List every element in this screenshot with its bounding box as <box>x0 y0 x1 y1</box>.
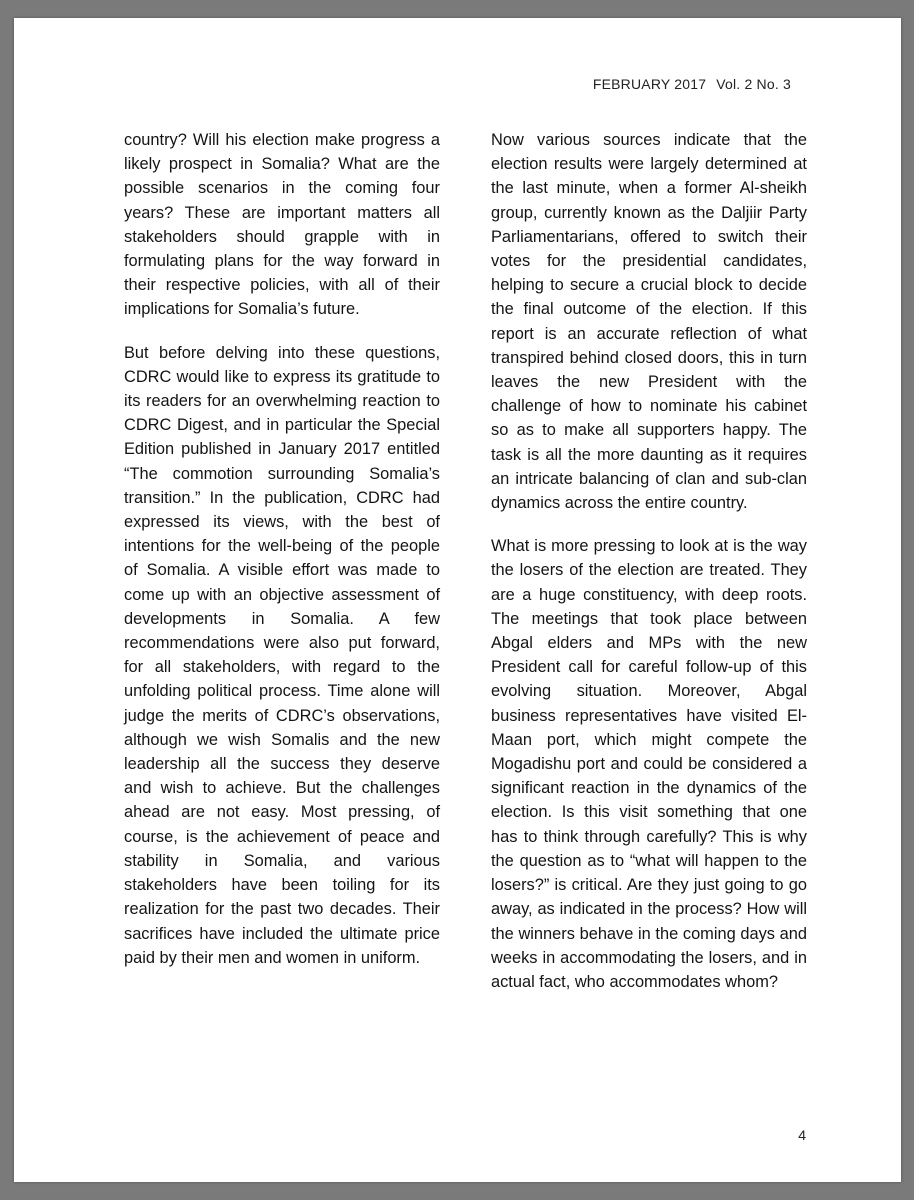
paragraph: What is more pressing to look at is the way the losers of the election are treated. They are a huge constituency, with deep roots. The meetings that took place between Abgal elders and MPs with the new President call for careful follow-up of this evolving situation. Moreover, Abgal business representatives have visited El-Maan port, which might compete the Mogadishu port and could be considered a significant reaction in the dynamics of the election. Is this visit something that one has to think through carefully? This is why the question as to “what will happen to the losers?” is critical. Are they just going to go away, as indicated in the process? How will the winners behave in the coming days and weeks in accommodating the losers, and in actual fact, who accommodates whom? <box>491 537 807 991</box>
issue-volume: Vol. 2 No. 3 <box>716 76 791 92</box>
issue-header <box>593 76 791 92</box>
paragraph: country? Will his election make progress a likely prospect in Somalia? What are the possible scenarios in the coming four years? These are important matters all stakeholders should grapple with in formulating plans for the way forward in their respective policies, with all of their implications for Somalia’s future. <box>124 131 440 319</box>
document-page <box>14 18 901 1182</box>
left-column <box>124 128 440 989</box>
right-column <box>491 128 807 1013</box>
paragraph: But before delving into these questions, CDRC would like to express its gratitude to its readers for an overwhelming reaction to CDRC Digest, and in particular the Special Edition published in January 2017 entitled “The commotion surrounding Somalia’s transition.” In the publication, CDRC had expressed its views, with the best of intentions for the well-being of the people of Somalia. A visible effort was made to come up with an objective assessment of developments in Somalia. A few recommendations were also put forward, for all stakeholders, with regard to the unfolding political process. Time alone will judge the merits of CDRC’s observations, although we wish Somalis and the new leadership all the success they deserve and wish to achieve. But the challenges ahead are not easy. Most pressing, of course, is the achievement of peace and stability in Somalia, and various stakeholders have been toiling for its realization for the past two decades. Their sacrifices have included the ultimate price paid by their men and women in uniform. <box>124 343 440 967</box>
page-number: 4 <box>798 1127 806 1143</box>
issue-date: FEBRUARY 2017 <box>592 76 707 92</box>
paragraph: Now various sources indicate that the election results were largely determined at the last minute, when a former Al-sheikh group, currently known as the Daljiir Party Parliamentarians, offered to switch their votes for the presidential candidates, helping to secure a crucial block to decide the final outcome of the election. If this report is an accurate reflection of what transpired behind closed doors, this in turn leaves the new President with the challenge of how to nominate his cabinet so as to make all supporters happy. The task is all the more daunting as it requires an intricate balancing of clan and sub-clan dynamics across the entire country. <box>491 131 807 513</box>
